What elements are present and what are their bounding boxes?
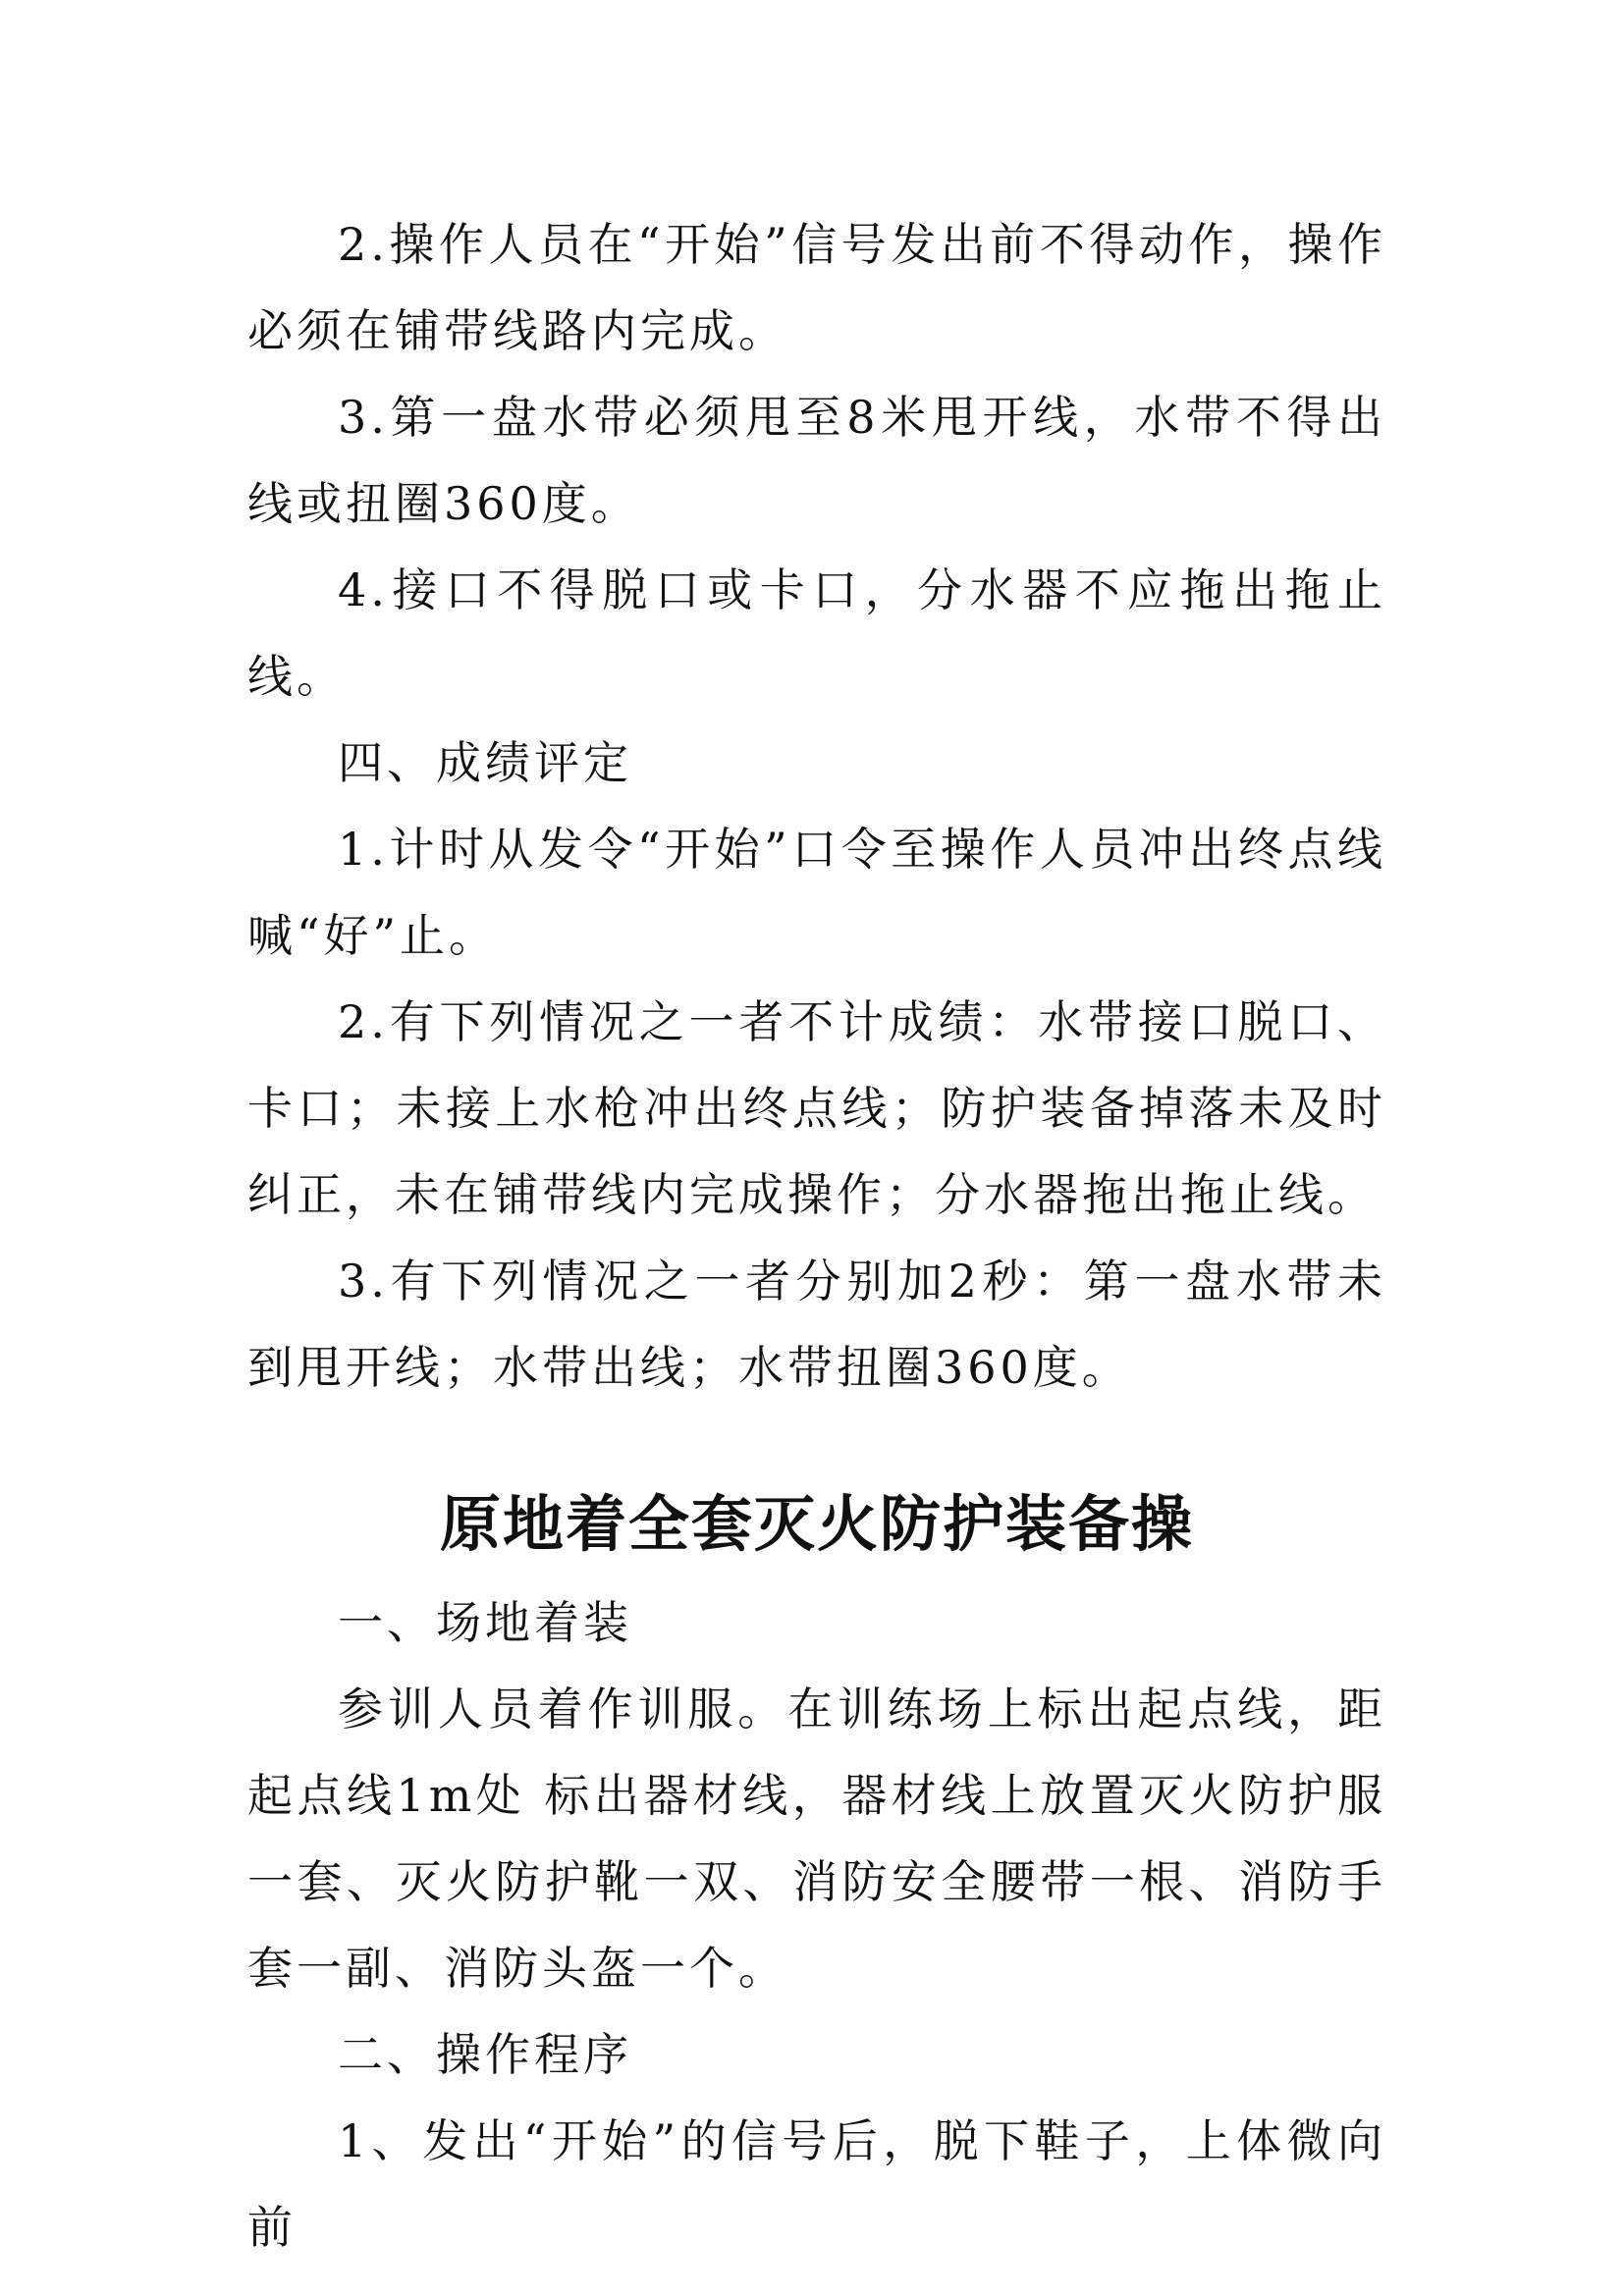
section-heading-scoring: 四、成绩评定 (338, 736, 632, 789)
paragraph-scoring-1: 1.计时从发令“开始”口令至操作人员冲出终点线喊“好”止。 (247, 823, 1386, 962)
section-heading-procedure: 二、操作程序 (338, 2028, 632, 2081)
paragraph-rule-3: 3.第一盘水带必须甩至8米甩开线，水带不得出线或扭圈360度。 (247, 391, 1386, 530)
paragraph-scoring-2: 2.有下列情况之一者不计成绩：水带接口脱口、卡口；未接上水枪冲出终点线；防护装备掉落未及时纠正，未在铺带线内完成操作；分水器拖出拖止线。 (247, 995, 1386, 1221)
paragraph-venue: 参训人员着作训服。在训练场上标出起点线，距起点线1m处 标出器材线，器材线上放置灭火防护服一套、灭火防护靴一双、消防安全腰带一根、消防手套一副、消防头盔一个。 (247, 1682, 1386, 1995)
section-heading-venue: 一、场地着装 (338, 1596, 632, 1649)
page-title: 原地着全套灭火防护装备操 (439, 1488, 1194, 1560)
paragraph-rule-4: 4.接口不得脱口或卡口，分水器不应拖出拖止线。 (247, 563, 1386, 703)
paragraph-rule-2: 2.操作人员在“开始”信号发出前不得动作，操作必须在铺带线路内完成。 (247, 218, 1386, 357)
paragraph-procedure-1: 1、发出“开始”的信号后，脱下鞋子，上体微向前 (247, 2114, 1386, 2254)
document-body (247, 201, 1386, 2270)
paragraph-scoring-3: 3.有下列情况之一者分别加2秒：第一盘水带未到甩开线；水带出线；水带扭圈360度。 (247, 1255, 1386, 1394)
